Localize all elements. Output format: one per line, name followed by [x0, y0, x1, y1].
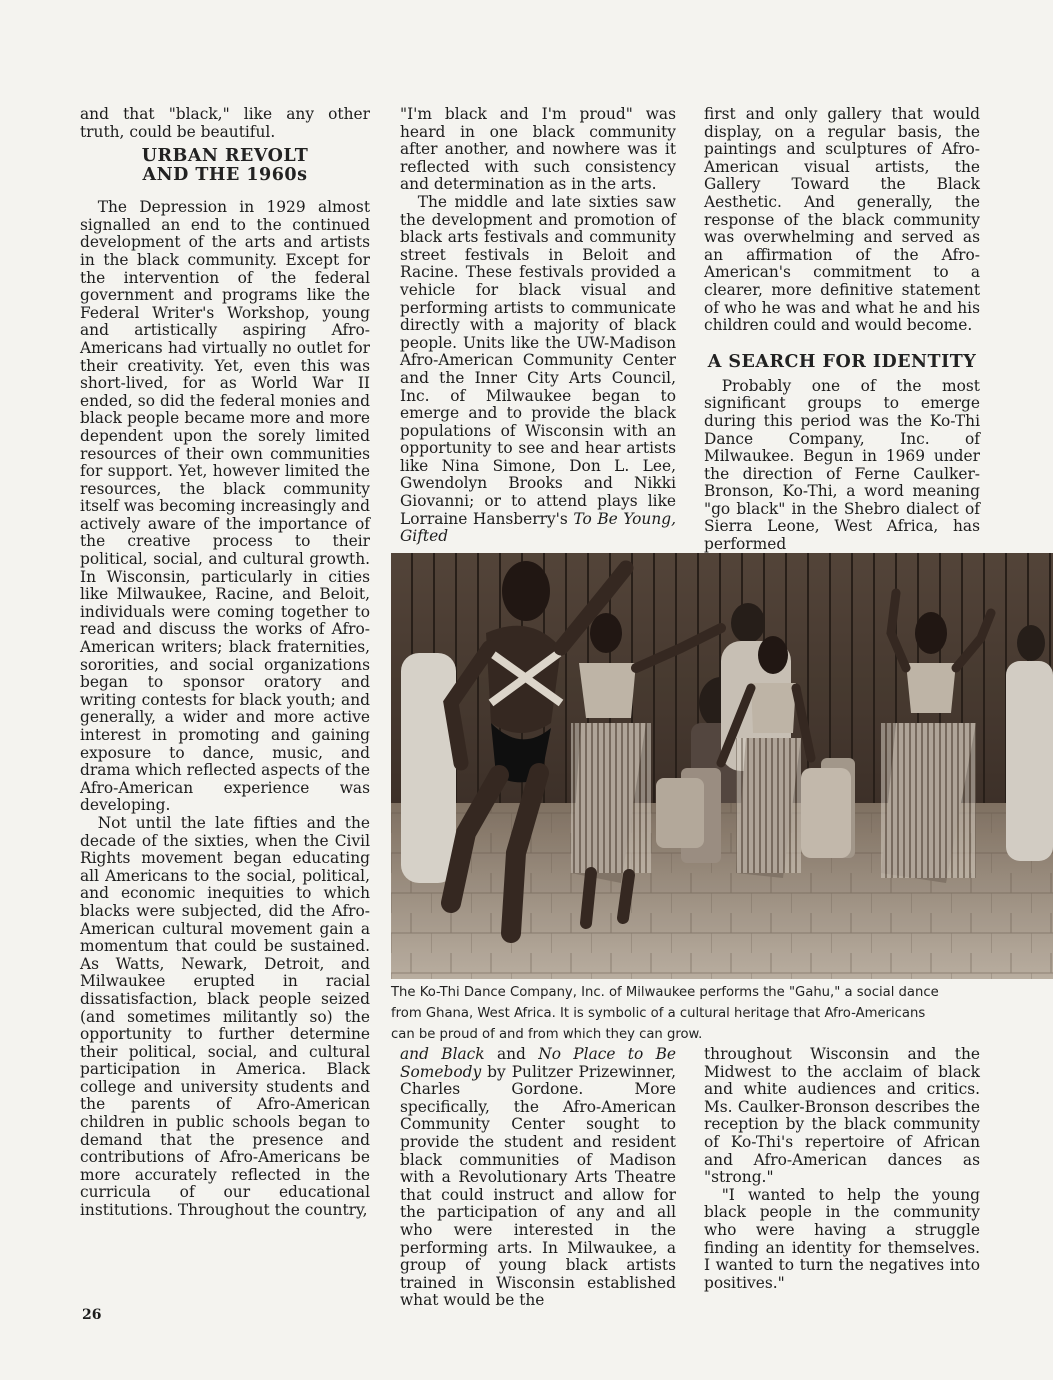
paragraph: Probably one of the most significant groups to emerge during this period was the Ko-Thi Dance Company, Inc. of Milwaukee. Begun in 1969 under the direction of Ferne Caulker-Bronson, Ko-Thi, a word meaning "go black" in the Shebro dialect of Sierra Leone, West Africa, has performed: [704, 376, 980, 554]
column-3: [704, 106, 980, 554]
column-3-continued: [704, 1046, 980, 1292]
play-title: and Black: [400, 1045, 485, 1063]
paragraph: The middle and late sixties saw the development and promotion of black arts festivals and community street festivals in Beloit and Racine. These festivals provided a vehicle for black visual and performing artists to communicate directly with a majority of black people. Units like the UW-Madison Afro-American Community Center and the Inner City Arts Council, Inc. of Milwaukee began to emerge and to provide the black populations of Wisconsin with an opportunity to see and hear artists like Nina Simone, Don L. Lee, Gwendolyn Brooks and Nikki Giovanni; or to attend plays like Lorraine Hansberry's To Be Young, Gifted: [400, 192, 676, 546]
section-heading-search-for-identity: A SEARCH FOR IDENTITY: [707, 351, 977, 372]
paragraph: first and only gallery that would display, on a regular basis, the paintings and sculptures of Afro-American visual artists, the Gallery Toward the Black Aesthetic. And generally, the response of the black community was overwhelming and served as an affirmation of the Afro-American's commitment to a clearer, more definitive statement of who he was and what he and his children could and would become.: [704, 105, 980, 335]
paragraph: and that "black," like any other truth, could be beautiful.: [80, 105, 370, 141]
column-2-continued: [400, 1046, 676, 1310]
play-title: No Place to Be Somebody: [400, 1045, 676, 1081]
paragraph: The Depression in 1929 almost signalled an end to the continued development of the arts and artists in the black community. Except for the intervention of the federal government and programs like the Federal Writer's Workshop, young and artistically aspiring Afro-Americans had virtually no outlet for their creativity. Yet, even this was short-lived, for as World War II ended, so did the federal monies and black people became more and more dependent upon the sorely limited resources of their own communities for support. Yet, however limited the resources, the black community itself was becoming increasingly and actively aware of the importance of the creative process to their political, social, and cultural growth. In Wisconsin, particularly in cities like Milwaukee, Racine, and Beloit, individuals were coming together to read and discuss the works of Afro-American writers; black fraternities, sororities, and social organizations began to sponsor oratory and writing contests for black youth; and generally, a wider and more active interest in promoting and gaining exposure to dance, music, and drama which reflected aspects of the Afro-American experience was developing.: [80, 198, 370, 815]
paragraph: and Black and No Place to Be Somebody by Pulitzer Prizewinner, Charles Gordone. More specifically, the Afro-American Community Center sought to provide the student and resident black communities of Madison with a Revolutionary Arts Theatre that could instruct and allow for the participation of any and all who were interested in the performing arts. In Milwaukee, a group of young black artists trained in Wisconsin established what would be the: [400, 1045, 676, 1310]
paragraph: Not until the late fifties and the decade of the sixties, when the Civil Rights movement began educating all Americans to the social, political, and economic inequities to which blacks were subjected, did the Afro-American cultural movement gain a momentum that could be sustained. As Watts, Newark, Detroit, and Milwaukee erupted in racial dissatisfaction, black people seized (and sometimes militantly so) the opportunity to further determine their political, social, and cultural participation in America. Black college and university students and the parents of Afro-American children in public schools began to demand that the presence and contributions of Afro-Americans be more accurately reflected in the curricula of our educational institutions. Throughout the country,: [80, 813, 370, 1220]
quote-paragraph: "I wanted to help the young black people in the community who were having a struggle finding an identity for themselves. I wanted to turn the negatives into positives.": [704, 1185, 980, 1292]
paragraph: "I'm black and I'm proud" was heard in one black community after another, and nowhere was it reflected with such consistency and determination as in the arts.: [400, 105, 676, 194]
column-2: [400, 106, 676, 546]
paragraph: throughout Wisconsin and the Midwest to the acclaim of black and white audiences and critics. Ms. Caulker-Bronson describes the reception by the black community of Ko-Thi's repertoire of African and Afro-American dances as "strong.": [704, 1045, 980, 1187]
section-heading-urban-revolt: URBAN REVOLT AND THE 1960s: [141, 146, 309, 186]
column-1: [80, 106, 370, 1220]
play-title: To Be Young, Gifted: [400, 509, 676, 546]
dance-company-photo: [391, 553, 1053, 979]
dance-photo-illustration: [391, 553, 1053, 979]
photo-caption: The Ko-Thi Dance Company, Inc. of Milwaukee performs the "Gahu," a social dance from Ghana, West Africa. It is symbolic of a cultural heritage that Afro-Americans can be proud of and from which they can grow.: [391, 985, 939, 1042]
page-number: 26: [82, 1307, 102, 1323]
